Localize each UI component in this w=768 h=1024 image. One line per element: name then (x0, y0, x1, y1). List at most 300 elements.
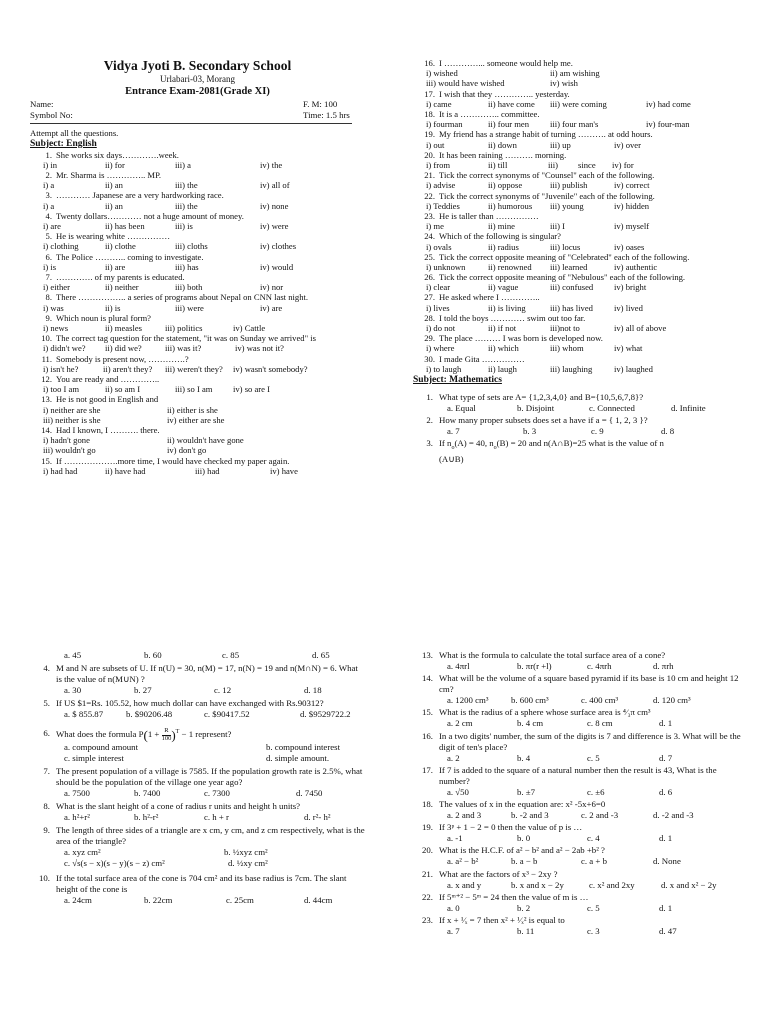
header-rule (30, 123, 352, 124)
q3-part-2: (A) = 40, n (454, 438, 494, 449)
options-row (56, 709, 365, 720)
option[interactable]: i) news (43, 323, 69, 334)
question-text-row (413, 915, 748, 926)
option[interactable]: iv) for (612, 159, 634, 170)
option[interactable]: iv) have (270, 465, 298, 476)
q3-part-4: (A∪B) (439, 454, 464, 465)
question-text-row (30, 252, 365, 262)
option[interactable]: a. 7500 (64, 788, 90, 798)
options-row (35, 445, 365, 455)
option[interactable]: d. 7 (659, 752, 673, 763)
option[interactable]: c. simple interest (64, 753, 124, 763)
option[interactable]: iii) weren't they? (165, 363, 223, 374)
option[interactable]: ii) so am I (105, 384, 141, 395)
option[interactable]: iv) the (260, 159, 283, 170)
option[interactable]: d. $9529722.2 (300, 709, 351, 719)
question-number: 12. (41, 373, 52, 384)
option[interactable]: i) is (43, 261, 57, 272)
option[interactable]: i) me (426, 221, 444, 232)
question-text-row (30, 374, 365, 384)
option[interactable]: iii) four man's (550, 119, 599, 130)
question (413, 731, 748, 764)
options-row (439, 833, 748, 844)
option[interactable]: c. √s(s − x)(s − y)(s − z) cm² (64, 858, 165, 868)
option[interactable]: a. 7 (447, 426, 460, 437)
option[interactable]: i) do not (426, 323, 456, 334)
question (413, 438, 748, 465)
option[interactable]: iv) oases (614, 241, 645, 252)
option[interactable]: i) in (43, 159, 58, 170)
option[interactable]: d. 1 (659, 902, 673, 913)
option[interactable]: iii) learned (550, 261, 588, 272)
question (413, 129, 748, 149)
option[interactable]: b. ±7 (517, 786, 536, 797)
question-text: He is wearing white …………… (56, 231, 171, 242)
option[interactable]: i) where (426, 343, 455, 354)
option[interactable]: iv) bright (614, 282, 647, 293)
question-text-row (30, 313, 365, 323)
option[interactable]: a. 45 (64, 650, 82, 660)
english-questions-right (413, 58, 748, 374)
question-text: If 3ᵖ + 1 − 2 = 0 then the value of p is … (439, 822, 583, 833)
options-row (56, 685, 365, 696)
option[interactable]: i) isn't he? (43, 363, 79, 374)
option[interactable]: a. x and y (447, 879, 482, 890)
option[interactable]: b. 7400 (134, 788, 161, 798)
options-row (418, 242, 748, 252)
options-row (35, 241, 365, 251)
question-text-row (30, 456, 365, 466)
option[interactable]: ii) oppose (488, 180, 523, 191)
option[interactable]: d. r²- h² (304, 812, 331, 822)
lower-left-column (30, 650, 365, 907)
option[interactable]: c. 12 (214, 685, 232, 695)
option[interactable]: a. xyz cm² (64, 847, 101, 857)
question-text: Tick the correct opposite meaning of "Celebrated" each of the following. (439, 251, 690, 262)
question-text: Tick the correct synonyms of "Counsel" each of the following. (439, 170, 655, 181)
option[interactable]: iii) I (550, 221, 566, 232)
option[interactable]: i) unknown (426, 261, 466, 272)
meta-row-2 (30, 110, 365, 121)
option[interactable]: d. 47 (659, 925, 677, 936)
option[interactable]: i) a (43, 180, 55, 191)
question-number: 14. (41, 424, 52, 435)
option[interactable]: d. -2 and -3 (653, 809, 694, 820)
option[interactable]: c. x² and 2xy (589, 879, 635, 890)
option[interactable]: ii) laugh (488, 363, 517, 374)
option[interactable]: d. None (653, 856, 681, 867)
option[interactable]: d. 7450 (296, 788, 323, 798)
option[interactable]: b. x and x − 2y (511, 879, 564, 890)
option[interactable]: a. √50 (447, 786, 469, 797)
options-row (439, 810, 748, 821)
option[interactable]: a. 30 (64, 685, 82, 695)
options-row (418, 221, 748, 231)
option[interactable]: ii) clothe (105, 241, 136, 252)
question (30, 211, 365, 231)
option[interactable]: i) neither are she (43, 404, 101, 415)
question-number: 8. (43, 801, 50, 811)
option[interactable]: i) had had (43, 465, 78, 476)
question (30, 354, 365, 374)
option[interactable]: b. 3 (523, 426, 537, 437)
options-row (35, 405, 365, 415)
options-row (56, 895, 365, 906)
question-number: 13. (422, 650, 433, 660)
option[interactable]: iii) has lived (550, 302, 593, 313)
left-top-column (30, 58, 365, 476)
option[interactable]: b. πr(r +l) (517, 661, 552, 671)
option[interactable]: d. x and x² − 2y (661, 879, 717, 890)
option[interactable]: iii) had (195, 465, 220, 476)
option[interactable]: ii) for (105, 159, 125, 170)
option[interactable]: d. 8 (661, 426, 675, 437)
option[interactable]: i) wished (426, 68, 458, 79)
option[interactable]: c. 5 (587, 902, 600, 913)
option[interactable]: iii) the (175, 180, 198, 191)
question-number: 15. (422, 707, 433, 718)
option[interactable]: iii) cloths (175, 241, 208, 252)
option[interactable]: iii) were (175, 302, 204, 313)
question-text: Mr. Sharma is ………….. MP. (56, 170, 162, 181)
option[interactable]: d. simple amount. (266, 753, 330, 763)
option[interactable]: b. -2 and 3 (511, 809, 549, 820)
option[interactable]: b. 60 (144, 650, 162, 660)
options-row (35, 384, 365, 394)
option[interactable]: ii) mine (488, 221, 515, 232)
formula-exponent: T (175, 729, 180, 736)
option[interactable]: iii) up (550, 139, 571, 150)
option[interactable]: i) out (426, 139, 445, 150)
option[interactable]: iii) would have wished (426, 78, 505, 89)
question-number: 20. (424, 149, 435, 160)
option[interactable]: d. 18 (304, 685, 322, 695)
option[interactable]: iv) were (260, 221, 289, 232)
options-row (418, 68, 748, 78)
option[interactable]: i) ovals (426, 241, 452, 252)
option[interactable]: a. $ 855.87 (64, 709, 104, 719)
option[interactable]: iv) laughed (614, 363, 653, 374)
option[interactable]: ii) either is she (167, 404, 218, 415)
options-row (418, 282, 748, 292)
option[interactable]: ii) till (488, 159, 508, 170)
question-number: 22. (424, 190, 435, 201)
option[interactable]: iv) nor (260, 282, 284, 293)
question (413, 822, 748, 844)
option[interactable]: b. a − b (511, 856, 538, 867)
question (30, 313, 365, 333)
option[interactable]: a. h²+r² (64, 812, 90, 822)
question-text: Had I known, I ………. there. (56, 424, 160, 435)
question (30, 394, 365, 425)
option[interactable]: ii) neither (105, 282, 139, 293)
option[interactable]: iii) is (175, 221, 193, 232)
question-text-row (413, 313, 748, 323)
option[interactable]: iv) are (260, 302, 283, 313)
option[interactable]: iv) so are I (233, 384, 270, 395)
question-text: She works six days………….week. (56, 149, 179, 160)
option[interactable]: iii) laughing (550, 363, 593, 374)
option[interactable]: i) Teddies (426, 200, 460, 211)
option[interactable]: d. 65 (312, 650, 330, 660)
option[interactable]: c. 7300 (204, 788, 230, 798)
right-top-column (413, 58, 748, 466)
option[interactable]: i) from (426, 159, 451, 170)
option[interactable]: b. 22cm (144, 895, 173, 905)
question-text: It has been raining ………. morning. (439, 149, 567, 160)
option[interactable]: iii) (548, 159, 559, 170)
option[interactable]: ii) did we? (105, 343, 142, 354)
option[interactable]: iii) has (175, 261, 199, 272)
options-row (439, 903, 748, 914)
option[interactable]: a. 0 (447, 902, 460, 913)
option[interactable]: c. 25cm (226, 895, 254, 905)
option[interactable]: ii) four men (488, 119, 530, 130)
option[interactable]: i) fourman (426, 119, 463, 130)
option[interactable]: ii) are (105, 261, 126, 272)
question-text: ………… Japanese are a very hardworking race. (56, 190, 224, 201)
option[interactable]: iii) was it? (165, 343, 202, 354)
question (413, 354, 748, 374)
option[interactable]: iii) a (175, 159, 191, 170)
option[interactable]: ii) has been (105, 221, 145, 232)
option[interactable]: iv) all of above (614, 323, 667, 334)
option[interactable]: iv) hidden (614, 200, 650, 211)
option[interactable]: a. compound amount (64, 742, 139, 752)
question-number: 7. (45, 272, 52, 283)
option[interactable]: ii) vague (488, 282, 519, 293)
option[interactable]: i) hadn't gone (43, 435, 90, 446)
question-text: The values of x in the equation are: x² -5x+6=0 (439, 798, 606, 809)
option[interactable]: iv) all of (260, 180, 290, 191)
option[interactable]: c. 2 and -3 (581, 809, 619, 820)
option[interactable]: a. 1200 cm³ (447, 695, 489, 706)
question-text-row (413, 272, 748, 282)
option[interactable]: iv) none (260, 200, 289, 211)
option[interactable]: b. compound interest (266, 742, 341, 752)
option[interactable]: i) advise (426, 180, 456, 191)
option[interactable]: i) a (43, 200, 55, 211)
option[interactable]: d. 44cm (304, 895, 333, 905)
option[interactable]: c. h + r (204, 812, 229, 822)
option[interactable]: c. 3 (587, 925, 600, 936)
option[interactable]: iv) Cattle (233, 323, 266, 334)
option[interactable]: b. h²-r² (134, 812, 159, 822)
option[interactable]: ii) have had (105, 465, 146, 476)
option[interactable]: b. 4 cm (517, 718, 544, 729)
q3-part-3: (B) = 20 and n(A∩B)=25 what is the value of n (496, 438, 664, 449)
question (413, 211, 748, 231)
option[interactable]: i) clear (426, 282, 451, 293)
option[interactable]: ii) humorous (488, 200, 533, 211)
option[interactable]: c. a + b (581, 856, 607, 867)
option[interactable]: iv) myself (614, 221, 650, 232)
option[interactable]: ii) wouldn't have gone (167, 435, 244, 446)
question-number: 25. (424, 251, 435, 262)
option[interactable]: ii) an (105, 200, 123, 211)
option[interactable]: iv) authentic (614, 261, 658, 272)
option[interactable]: c. Connected (589, 403, 635, 414)
option[interactable]: iv) was not it? (235, 343, 284, 354)
question-text: What is the radius of a sphere whose surface area is ⁴⁄₃π cm³ (439, 707, 651, 718)
question-text-row (413, 292, 748, 302)
options-row (418, 343, 748, 353)
option[interactable]: i) too I am (43, 384, 80, 395)
question-number: 16. (424, 58, 435, 68)
option[interactable]: iv) wish (550, 78, 578, 89)
option[interactable]: iv) what (614, 343, 643, 354)
option[interactable]: c. 5 (587, 752, 600, 763)
option[interactable]: ii) down (488, 139, 517, 150)
question-text: What is the formula to calculate the total surface area of a cone? (439, 650, 666, 660)
option[interactable]: ii) radius (488, 241, 519, 252)
option[interactable]: b. 27 (134, 685, 152, 695)
option[interactable]: ii) am wishing (550, 68, 600, 79)
option[interactable]: b. 2 (517, 902, 531, 913)
option[interactable]: a. -1 (447, 833, 463, 844)
question-text: He is not good in English and (56, 394, 159, 405)
option[interactable]: ii) renowned (488, 261, 532, 272)
option[interactable]: a. 2 and 3 (447, 809, 482, 820)
option[interactable]: c. 9 (591, 426, 604, 437)
option[interactable]: b. 11 (517, 925, 535, 936)
options-row (418, 99, 748, 109)
question (413, 650, 748, 672)
option[interactable]: a. 24cm (64, 895, 92, 905)
option[interactable]: i) are (43, 221, 61, 232)
question-text-row (413, 845, 748, 856)
option[interactable]: iii) were coming (550, 98, 607, 109)
question-text-row (413, 707, 748, 718)
option[interactable]: b. 600 cm³ (511, 695, 549, 706)
options-row (56, 742, 365, 753)
option[interactable]: a. 2 cm (447, 718, 473, 729)
option[interactable]: d. πrh (653, 661, 674, 671)
option[interactable]: iv) would (260, 261, 294, 272)
option[interactable]: d. Infinite (671, 403, 706, 414)
option[interactable]: iii) confused (550, 282, 594, 293)
question (413, 915, 748, 937)
option[interactable]: iv) either are she (167, 414, 225, 425)
option[interactable]: c. $90417.52 (204, 709, 250, 719)
options-row (35, 201, 365, 211)
question-number: 23. (422, 914, 433, 925)
option[interactable]: iv) over (614, 139, 641, 150)
option[interactable]: d. 1 (659, 718, 673, 729)
option[interactable]: b. 0 (517, 833, 531, 844)
option[interactable]: ii) which (488, 343, 519, 354)
option[interactable]: ii) have come (488, 98, 535, 109)
option[interactable]: ii) aren't they? (103, 363, 153, 374)
option[interactable]: iii)not to (550, 323, 580, 334)
option[interactable]: iii) young (550, 200, 584, 211)
option[interactable]: iv) lived (614, 302, 643, 313)
question-number: 9. (45, 312, 52, 323)
option[interactable]: i) to laugh (426, 363, 462, 374)
option[interactable]: c. ±6 (587, 786, 605, 797)
option[interactable]: iv) four-man (646, 119, 690, 130)
options-row (35, 343, 365, 353)
question-number: 3. (426, 438, 433, 449)
option[interactable]: iii) politics (165, 323, 203, 334)
option[interactable]: a. 4πrl (447, 661, 470, 671)
question (30, 698, 365, 720)
question (413, 252, 748, 272)
question-number: 15. (41, 455, 52, 466)
option[interactable]: iv) wasn't somebody? (233, 363, 308, 374)
option[interactable]: a. 2 (447, 752, 460, 763)
option[interactable]: iii) publish (550, 180, 588, 191)
option[interactable]: iii) both (175, 282, 203, 293)
option[interactable]: i) lives (426, 302, 450, 313)
option[interactable]: c. 4πrh (587, 661, 612, 671)
option[interactable]: b. Disjoint (517, 403, 555, 414)
option[interactable]: d. 6 (659, 786, 673, 797)
option[interactable]: iii) so I am (175, 384, 213, 395)
q6-pre: What does the formula P (56, 729, 144, 740)
options-row (418, 180, 748, 190)
option[interactable]: d. 1 (659, 833, 673, 844)
option[interactable]: c. 400 cm³ (581, 695, 619, 706)
option[interactable]: ii) if not (488, 323, 517, 334)
question-number: 8. (45, 292, 52, 303)
question-number: 1. (45, 149, 52, 160)
option[interactable]: c. 8 cm (587, 718, 613, 729)
option[interactable]: i) came (426, 98, 452, 109)
option[interactable]: iii) wouldn't go (43, 445, 96, 456)
option[interactable]: i) clothing (43, 241, 79, 252)
question-text-row (413, 650, 748, 661)
math-subject-title: Subject: Mathematics (413, 375, 502, 386)
option[interactable]: since (578, 159, 596, 170)
question-text-row (30, 211, 365, 221)
option[interactable]: d. ½xy cm² (228, 858, 268, 868)
option[interactable]: d. 120 cm³ (653, 695, 691, 706)
option[interactable]: iv) clothes (260, 241, 297, 252)
option[interactable]: ii) measles (105, 323, 142, 334)
option[interactable]: iv) had come (646, 98, 691, 109)
option[interactable]: a. 7 (447, 925, 460, 936)
option[interactable]: a. Equal (447, 403, 476, 414)
option[interactable]: i) was (43, 302, 64, 313)
option[interactable]: ii) is (105, 302, 121, 313)
option[interactable]: iii) locus (550, 241, 581, 252)
option[interactable]: b. 4 (517, 752, 531, 763)
question (30, 252, 365, 272)
options-row (56, 847, 365, 858)
option[interactable]: c. 4 (587, 833, 600, 844)
question-text-row (30, 170, 365, 180)
option[interactable]: iii) whom (550, 343, 584, 354)
option[interactable]: ii) an (105, 180, 123, 191)
option[interactable]: b. $90206.48 (126, 709, 173, 719)
option[interactable]: c. 85 (222, 650, 240, 660)
option[interactable]: a. a² − b² (447, 856, 479, 867)
option[interactable]: iii) the (175, 200, 198, 211)
option[interactable]: i) didn't we? (43, 343, 86, 354)
option[interactable]: i) either (43, 282, 70, 293)
question-text-row (413, 58, 748, 68)
question-number: 4. (43, 663, 50, 673)
option[interactable]: b. ½xyz cm² (224, 847, 268, 857)
option[interactable]: iv) correct (614, 180, 650, 191)
option[interactable]: iv) don't go (167, 445, 207, 456)
option[interactable]: ii) is living (488, 302, 526, 313)
question-text-row (413, 89, 748, 99)
math-questions-lower-right (413, 650, 748, 937)
symbol-label: Symbol No: (30, 109, 73, 120)
option[interactable]: iii) neither is she (43, 414, 101, 425)
